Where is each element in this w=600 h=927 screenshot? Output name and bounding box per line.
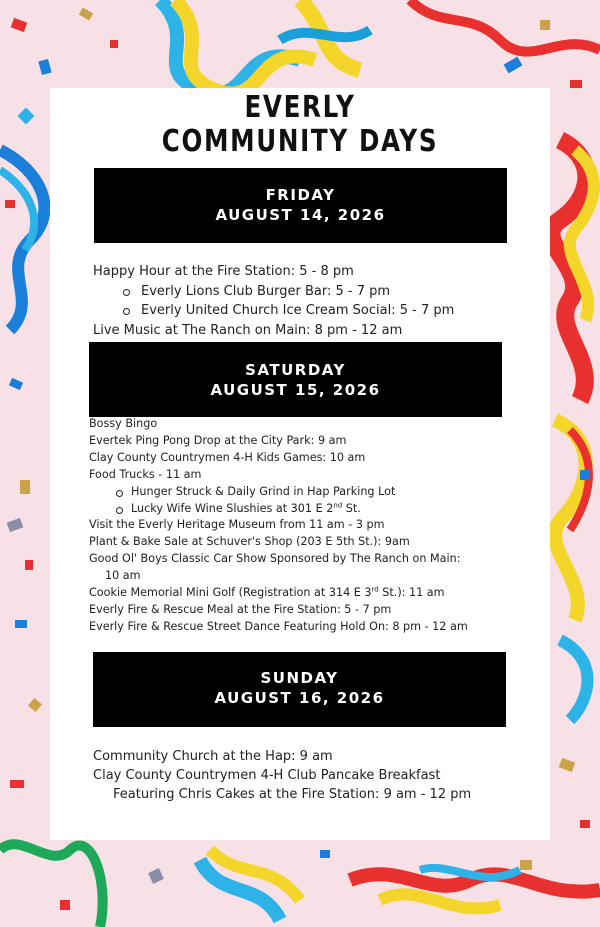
list-item: Everly United Church Ice Cream Social: 5 - 7 pm	[93, 301, 454, 321]
list-item: Evertek Ping Pong Drop at the City Park: 9 am	[89, 433, 347, 447]
saturday-header	[89, 342, 502, 417]
list-item: Bossy Bingo	[89, 417, 158, 430]
bullet-icon	[116, 490, 123, 497]
saturday-events	[89, 416, 468, 636]
bullet-icon	[123, 289, 130, 296]
sunday-events	[93, 747, 471, 804]
bullet-icon	[116, 507, 123, 514]
friday-events	[93, 262, 454, 340]
friday-date: AUGUST 14, 2026	[215, 206, 386, 224]
list-item: Cookie Memorial Mini Golf (Registration at 314 E 3rd St.): 11 am	[89, 585, 445, 600]
list-item: Everly Fire & Rescue Meal at the Fire Station: 5 - 7 pm	[89, 602, 392, 616]
list-item: Good Ol' Boys Classic Car Show Sponsored by The Ranch on Main:	[89, 552, 461, 566]
list-item: Community Church at the Hap: 9 am	[93, 749, 333, 764]
list-item-continuation: 10 am	[105, 569, 141, 583]
sunday-header	[93, 652, 506, 727]
saturday-day: SATURDAY	[245, 361, 346, 379]
list-item: Clay County Countrymen 4-H Club Pancake Breakfast	[93, 768, 441, 783]
list-item: Clay County Countrymen 4-H Kids Games: 10 am	[89, 450, 366, 464]
page-subtitle: COMMUNITY DAYS	[161, 124, 439, 159]
friday-header	[94, 168, 507, 243]
list-item: Hunger Struck & Daily Grind in Hap Parking Lot	[89, 484, 468, 501]
page-title: EVERLY	[244, 90, 356, 125]
list-item: Everly Lions Club Burger Bar: 5 - 7 pm	[93, 282, 454, 302]
list-item: Happy Hour at the Fire Station: 5 - 8 pm	[93, 264, 354, 279]
list-item: Food Trucks - 11 am	[89, 467, 202, 481]
friday-day: FRIDAY	[265, 186, 336, 204]
sunday-date: AUGUST 16, 2026	[214, 689, 385, 707]
list-item: Everly Fire & Rescue Street Dance Featuring Hold On: 8 pm - 12 am	[89, 619, 468, 633]
list-item: Plant & Bake Sale at Schuver's Shop (203 E 5th St.): 9am	[89, 535, 410, 549]
list-item: Lucky Wife Wine Slushies at 301 E 2nd St.	[89, 501, 468, 518]
schedule-card	[50, 88, 550, 840]
saturday-date: AUGUST 15, 2026	[210, 381, 381, 399]
sunday-day: SUNDAY	[260, 669, 339, 687]
bullet-icon	[123, 308, 130, 315]
list-item: Visit the Everly Heritage Museum from 11 am - 3 pm	[89, 518, 385, 532]
list-item-continuation: Featuring Chris Cakes at the Fire Station: 9 am - 12 pm	[113, 787, 472, 802]
list-item: Live Music at The Ranch on Main: 8 pm - 12 am	[93, 322, 403, 338]
